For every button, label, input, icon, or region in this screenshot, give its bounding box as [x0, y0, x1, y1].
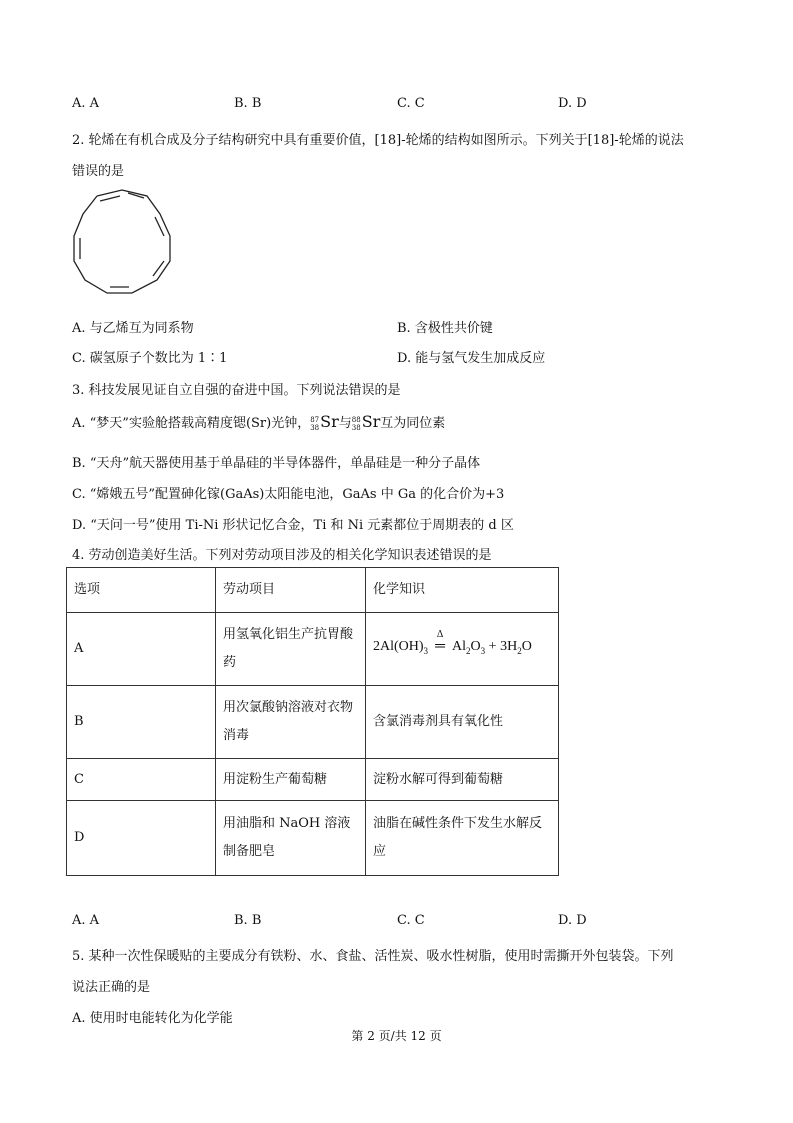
q2-option-c: C. 碳氢原子个数比为 1∶1	[72, 351, 228, 366]
row-a-project: 用氢氧化铝生产抗胃酸药	[216, 613, 366, 686]
row-b-project: 用次氯酸钠溶液对衣物消毒	[216, 686, 366, 759]
formula-water-coef: + 3H	[485, 639, 518, 655]
sr88-scripts	[352, 416, 361, 432]
q5-stem-line1: 5. 某种一次性保暖贴的主要成分有铁粉、水、食盐、活性炭、吸水性树脂，使用时需撕开外包装袋。下列	[72, 949, 674, 964]
q1-option-a: A. A	[72, 96, 100, 111]
row-a-option: A	[67, 613, 216, 686]
q1-option-d: D. D	[558, 96, 587, 111]
formula-product-al: Al	[452, 639, 467, 655]
heat-arrow: Δ ═	[428, 633, 452, 661]
header-knowledge: 化学知识	[366, 568, 559, 613]
heat-symbol: Δ	[436, 629, 444, 641]
table-header-row	[67, 568, 559, 613]
q3-option-d: D. “天问一号”使用 Ti-Ni 形状记忆合金，Ti 和 Ni 元素都位于周期表的 d 区	[72, 518, 514, 533]
q5-option-a: A. 使用时电能转化为化学能	[72, 1011, 233, 1026]
q3-option-a	[72, 410, 445, 436]
table-row	[67, 801, 559, 876]
header-project: 劳动项目	[216, 568, 366, 613]
q5-stem-line2: 说法正确的是	[72, 980, 151, 995]
row-c-knowledge: 淀粉水解可得到葡萄糖	[366, 759, 559, 801]
q1-options	[0, 96, 793, 116]
header-option: 选项	[67, 568, 216, 613]
annulene-structure-diagram	[70, 186, 190, 304]
q4-option-d: D. D	[558, 913, 587, 928]
sr88-atomic-number: 38	[351, 423, 361, 432]
table-row	[67, 686, 559, 759]
q3-option-c: C. “嫦娥五号”配置砷化镓(GaAs)太阳能电池，GaAs 中 Ga 的化合价为+3	[72, 487, 505, 502]
formula-sub-h: 2	[517, 645, 522, 656]
q3-stem: 3. 科技发展见证自立自强的奋进中国。下列说法错误的是	[72, 383, 401, 398]
q3-option-a-suffix: 互为同位素	[380, 416, 446, 431]
q3-option-a-prefix: A. “梦天”实验舱搭载高精度锶(Sr)光钟，	[72, 416, 311, 431]
sr88-symbol: Sr	[361, 412, 381, 431]
formula-reactant-coef: 2Al	[373, 639, 394, 655]
row-a-knowledge	[366, 613, 559, 686]
row-b-knowledge: 含氯消毒剂具有氧化性	[366, 686, 559, 759]
row-d-option: D	[67, 801, 216, 876]
q2-option-b: B. 含极性共价键	[397, 321, 493, 336]
formula-sub-o: 3	[480, 645, 486, 656]
q4-option-a: A. A	[72, 913, 100, 928]
table-row	[67, 613, 559, 686]
q2-stem-line2: 错误的是	[72, 164, 125, 179]
q3-option-a-mid: 与	[338, 416, 352, 431]
q4-option-c: C. C	[397, 913, 425, 928]
q2-option-a: A. 与乙烯互为同系物	[72, 321, 194, 336]
row-c-option: C	[67, 759, 216, 801]
row-d-knowledge: 油脂在碱性条件下发生水解反应	[366, 801, 559, 876]
formula-sub-al: 2	[466, 645, 471, 656]
sr87-symbol: Sr	[320, 412, 339, 431]
sr87-scripts	[310, 416, 319, 432]
formula-sub-3: 3	[423, 645, 429, 656]
q4-table	[66, 567, 559, 876]
q4-option-b: B. B	[234, 913, 262, 928]
q1-option-b: B. B	[234, 96, 262, 111]
sr87-mass-number: 87	[310, 415, 320, 424]
q4-stem: 4. 劳动创造美好生活。下列对劳动项目涉及的相关化学知识表述错误的是	[72, 548, 492, 563]
row-c-project: 用淀粉生产葡萄糖	[216, 759, 366, 801]
formula-product-o: O	[470, 639, 481, 655]
sr87-atomic-number: 38	[310, 423, 320, 432]
row-b-option: B	[67, 686, 216, 759]
row-d-project: 用油脂和 NaOH 溶液制备肥皂	[216, 801, 366, 876]
q2-stem-line1: 2. 轮烯在有机合成及分子结构研究中具有重要价值，[18]-轮烯的结构如图所示。下列关于[18]-轮烯的说法	[72, 133, 684, 148]
q2-option-d: D. 能与氢气发生加成反应	[397, 351, 546, 366]
q3-option-b: B. “天舟”航天器使用基于单晶硅的半导体器件，单晶硅是一种分子晶体	[72, 456, 481, 471]
page-footer: 第 2 页/共 12 页	[351, 1029, 442, 1043]
aluminum-hydroxide-decomposition-equation	[373, 629, 532, 656]
q1-option-c: C. C	[397, 96, 425, 111]
sr88-mass-number: 88	[351, 415, 361, 424]
formula-water-o: O	[521, 639, 532, 655]
table-row	[67, 759, 559, 801]
formula-hydroxide: (OH)	[394, 639, 424, 655]
q4-options	[0, 913, 793, 933]
